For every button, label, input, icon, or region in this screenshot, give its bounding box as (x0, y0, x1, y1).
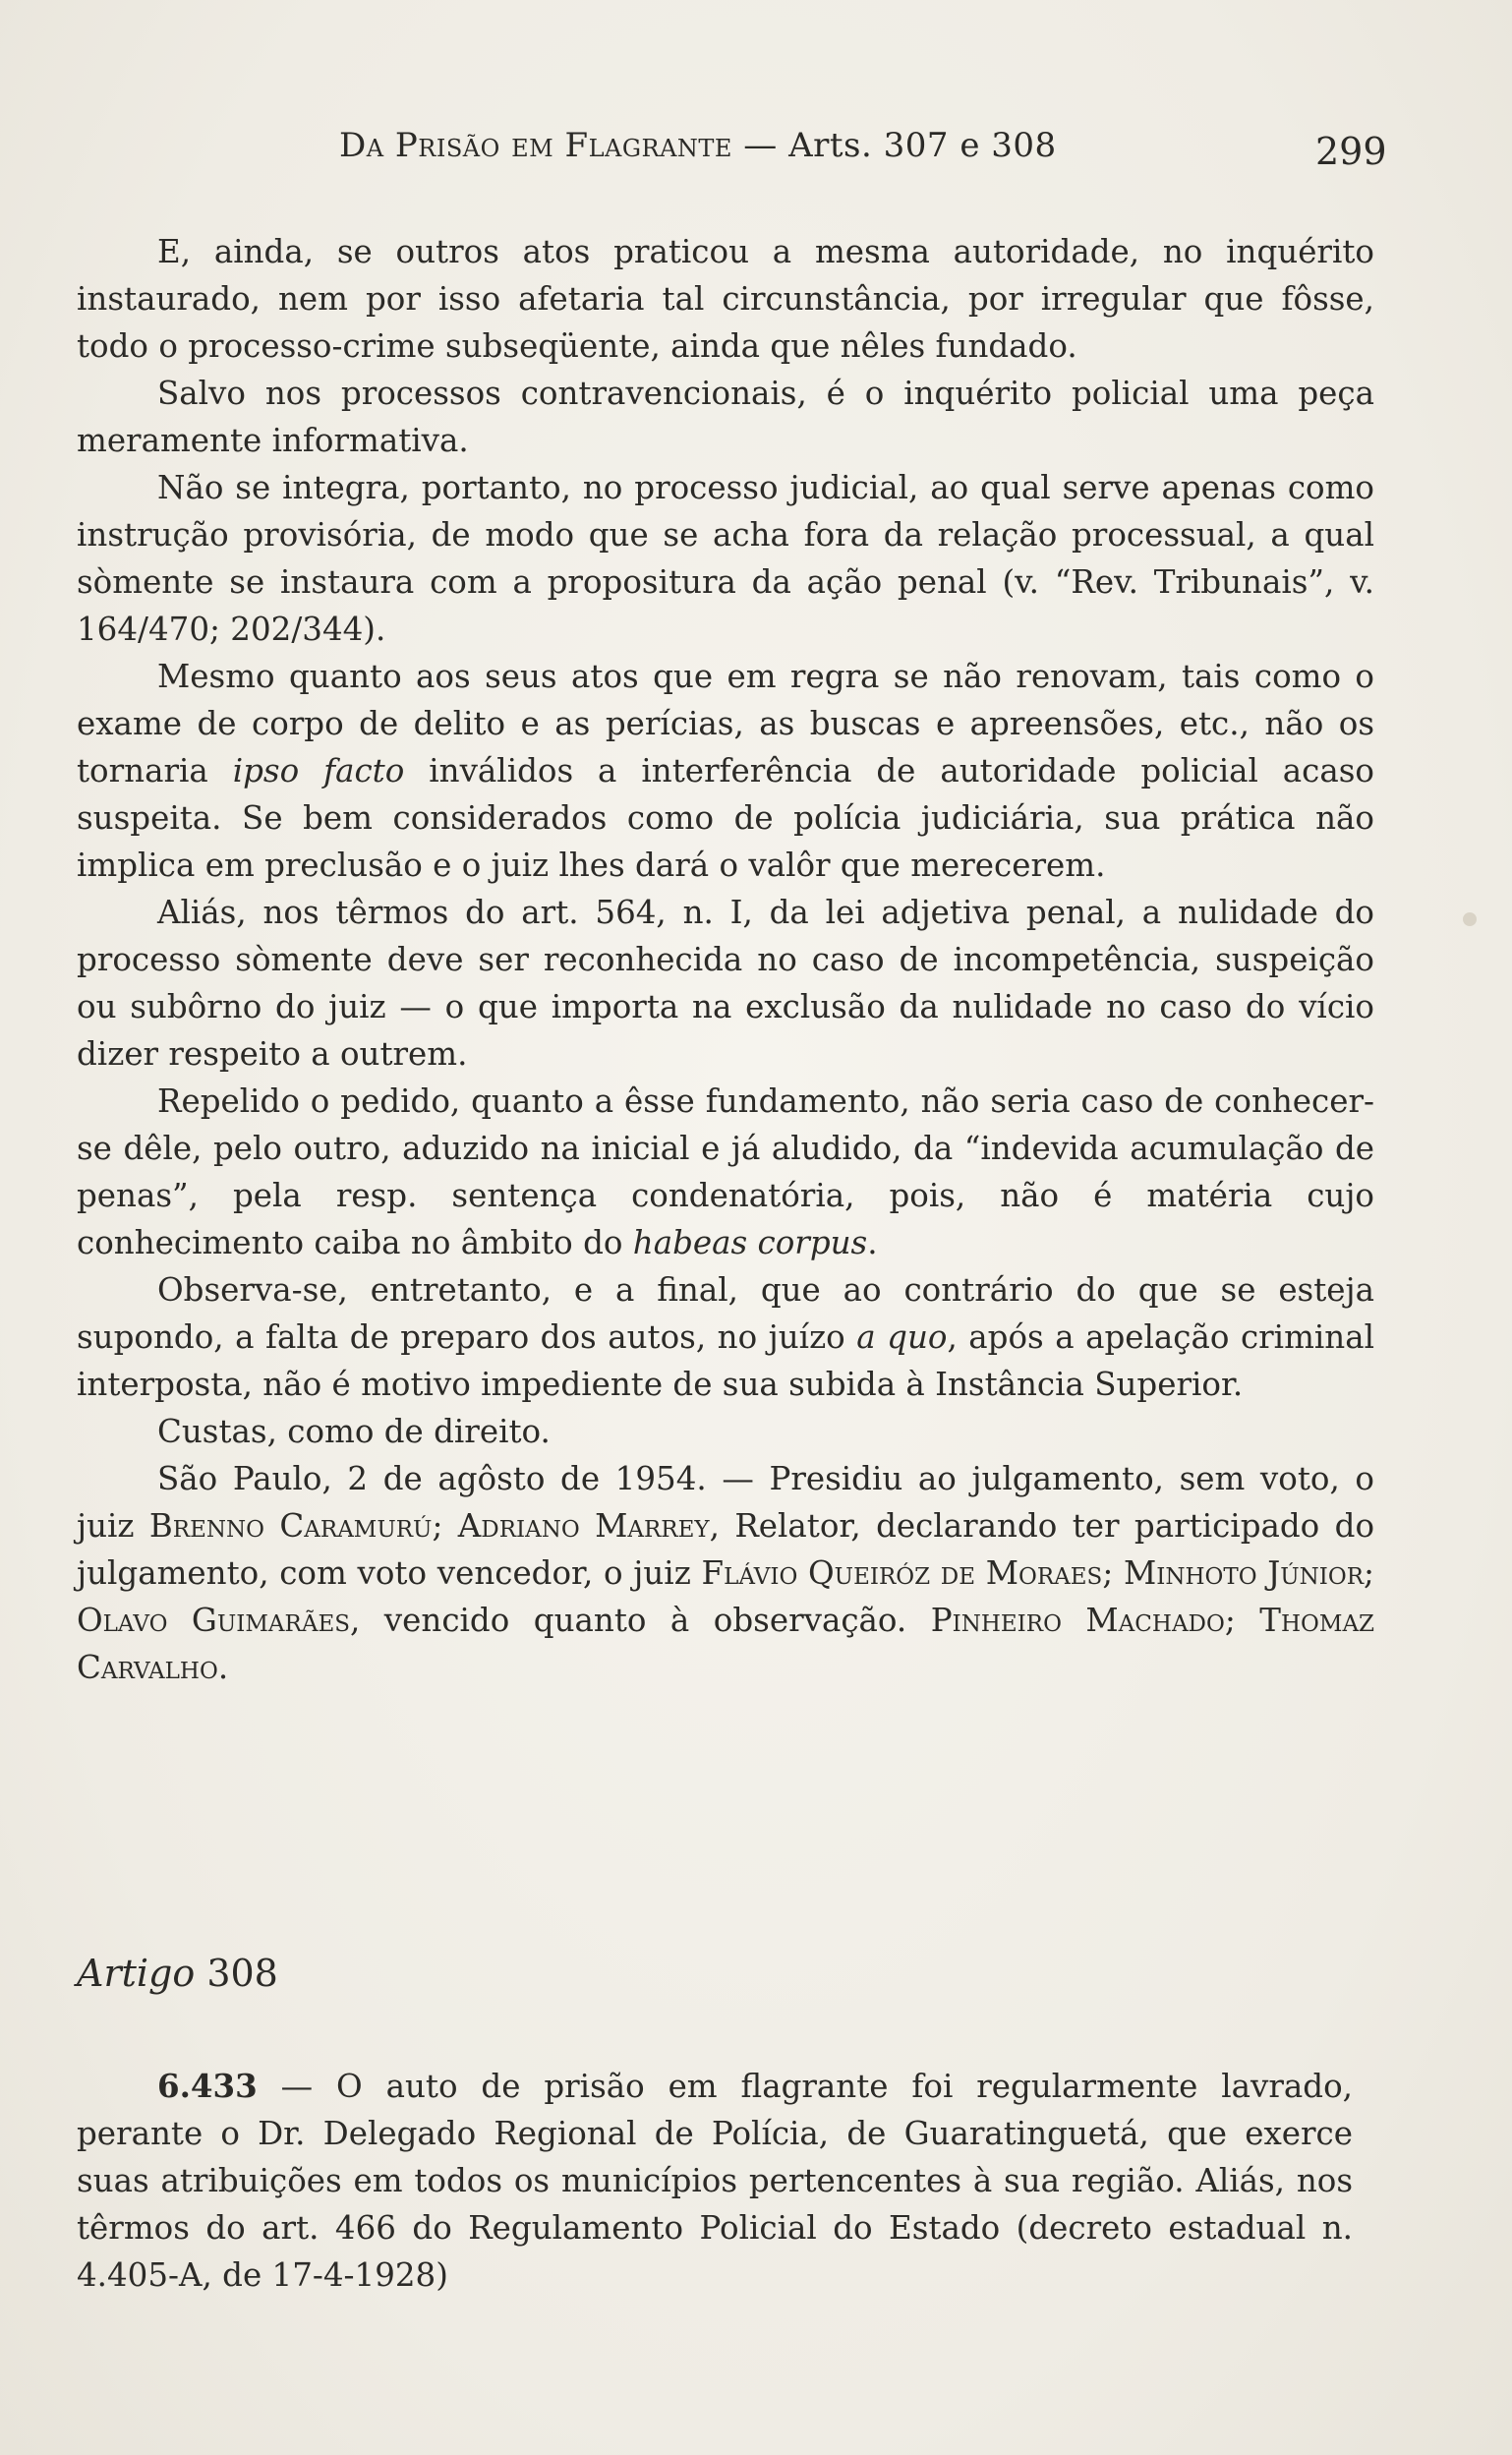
paragraph-4 (77, 653, 1374, 889)
paragraph-4-text-a: Mesmo quanto aos seus atos que em regra se não renovam, tais como o exame de corpo de delito e as perícias, as buscas e apreensões, etc., não os tornaria (77, 658, 1374, 789)
paragraph-4-text-b: inválidos a interferência de autoridade policial acaso suspeita. Se bem considerados como de polícia judiciária, sua prática não implica em preclusão e o juiz lhes dará o valôr que merecerem. (77, 752, 1374, 884)
running-head (339, 126, 1371, 165)
section-heading-number: 308 (195, 1952, 278, 1995)
judge-name: Brenno Caramurú (148, 1507, 433, 1545)
paper-smudge (1463, 912, 1477, 926)
judge-name: Olavo Guimarães (77, 1602, 350, 1639)
paragraph-7 (77, 1266, 1374, 1408)
paragraph-8: Custas, como de direito. (157, 1413, 551, 1450)
body-text (77, 228, 1374, 1691)
paragraph-7-text-b: , após a apelação criminal interposta, não é motivo impediente de sua subida à Instância Superior. (77, 1318, 1374, 1403)
paragraph-9-text-a: São Paulo, 2 de agôsto de 1954. — Presidiu ao julgamento, sem voto, o juiz (77, 1460, 1374, 1545)
decision-paragraph (77, 2063, 1353, 2299)
chapter-title: Da Prisão em Flagrante (339, 126, 732, 165)
section-heading (77, 1952, 278, 1995)
paragraph-6-text-b: . (867, 1224, 878, 1261)
paragraph-3: Não se integra, portanto, no processo judicial, ao qual serve apenas como instrução provisória, de modo que se acha fora da relação processual, a qual sòmente se instaura com a propositura da ação penal (v. “Rev. Tribunais”, v. 164/470; 202/344). (77, 469, 1374, 648)
judge-name: Flávio Queiróz de Moraes (701, 1554, 1103, 1592)
paragraph-4-italic: ipso facto (232, 752, 405, 789)
decision-entry (77, 2063, 1353, 2299)
page-number: 299 (1315, 130, 1387, 173)
paragraph-6 (77, 1078, 1374, 1266)
separator: ; (1224, 1602, 1260, 1639)
paragraph-6-text-a: Repelido o pedido, quanto a êsse fundamento, não seria caso de conhecer-se dêle, pelo outro, aduzido na inicial e já aludido, da “indevida acumulação de penas”, pela resp. sentença condenatória, pois, não é matéria cujo conhecimento caiba no âmbito do (77, 1082, 1374, 1261)
judge-name: Adriano Marrey (457, 1507, 710, 1545)
paragraph-9-text-b: , Relator, declarando ter participado do julgamento, com voto vencedor, o juiz (77, 1507, 1375, 1592)
paragraph-6-italic: habeas corpus (632, 1224, 868, 1261)
header-dash: — (731, 126, 789, 165)
separator: ; (432, 1507, 458, 1545)
paragraph-5: Aliás, nos têrmos do art. 564, n. I, da lei adjetiva penal, a nulidade do processo sòmente deve ser reconhecida no caso de incompetência, suspeição ou subôrno do juiz — o que importa na exclusão da nulidade no caso do vício dizer respeito a outrem. (77, 894, 1374, 1073)
separator: ; (1364, 1554, 1374, 1592)
paragraph-7-italic: a quo (856, 1318, 948, 1356)
paragraph-7-text-a: Observa-se, entretanto, e a final, que ao contrário do que se esteja supondo, a falta de preparo dos autos, no juízo (77, 1271, 1374, 1356)
separator: ; (1102, 1554, 1124, 1592)
section-heading-word: Artigo (77, 1952, 196, 1995)
judge-name: Pinheiro Machado (930, 1602, 1225, 1639)
paragraph-9 (77, 1455, 1374, 1691)
judge-name: Thomaz Carvalho (77, 1602, 1375, 1686)
judge-name: Minhoto Júnior (1123, 1554, 1365, 1592)
paragraph-2: Salvo nos processos contravencionais, é o inquérito policial uma peça meramente informativa. (77, 375, 1374, 459)
header-articles: Arts. 307 e 308 (788, 126, 1057, 165)
paragraph-1: E, ainda, se outros atos praticou a mesma autoridade, no inquérito instaurado, nem por isso afetaria tal circunstância, por irregular que fôsse, todo o processo-crime subseqüente, ainda que nêles fundado. (77, 233, 1374, 365)
case-number: 6.433 (157, 2067, 258, 2105)
paragraph-9-text-d: . (217, 1649, 229, 1686)
paragraph-9-text-c: , vencido quanto à observação. (350, 1602, 931, 1639)
decision-text: — O auto de prisão em flagrante foi regularmente lavrado, perante o Dr. Delegado Regional de Polícia, de Guaratinguetá, que exerce suas atribuições em todos os municípios pertencentes à sua região. Aliás, nos têrmos do art. 466 do Regulamento Policial do Estado (decreto estadual n. 4.405-A, de 17-4-1928) (77, 2068, 1353, 2294)
